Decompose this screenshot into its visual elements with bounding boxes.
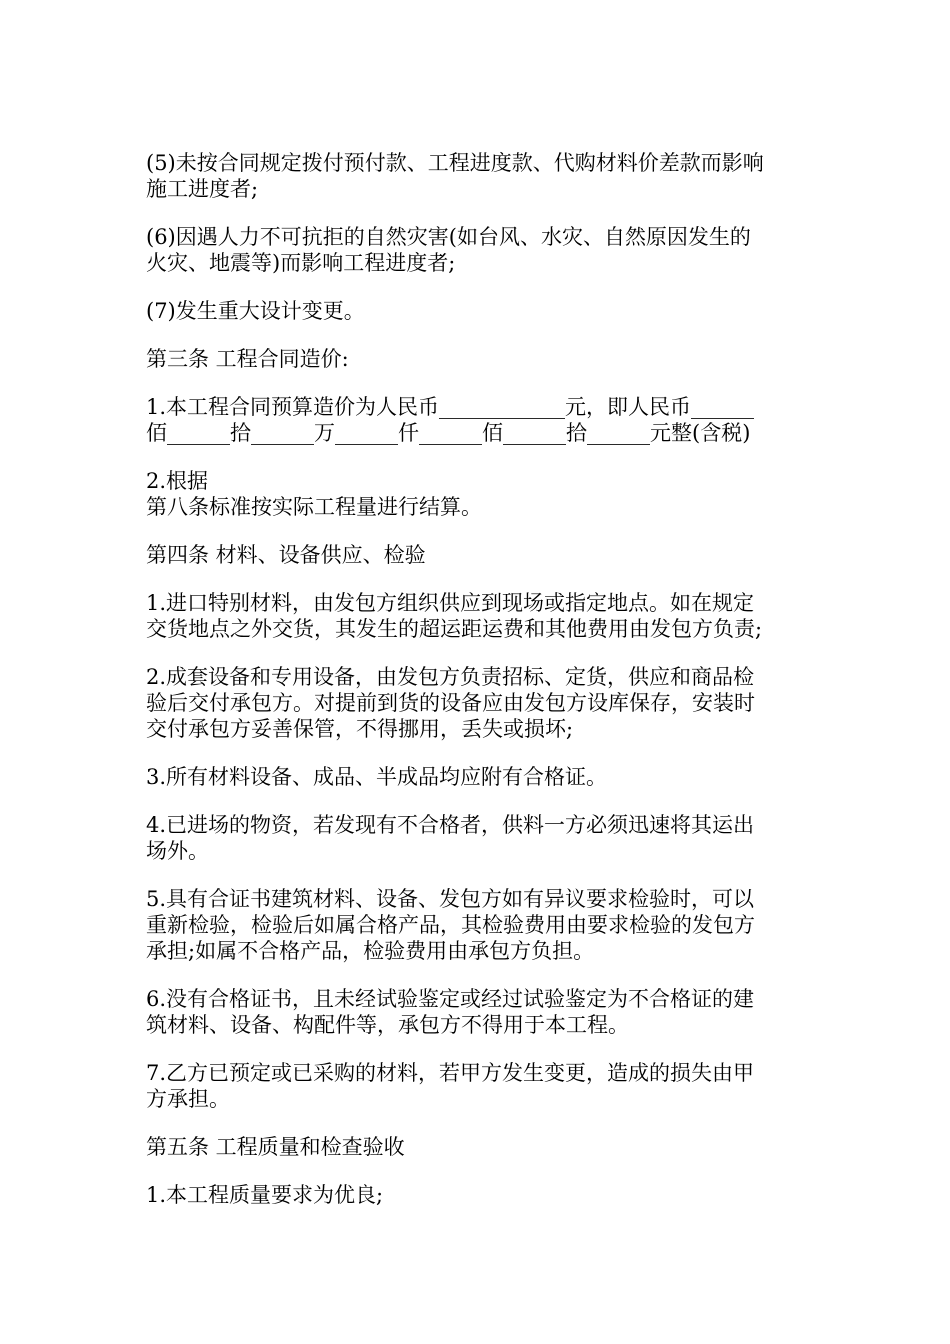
paragraph-line: 7.乙方已预定或已采购的材料，若甲方发生变更，造成的损失由甲 xyxy=(146,1061,755,1085)
paragraph-line: 重新检验，检验后如属合格产品，其检验费用由要求检验的发包方 xyxy=(146,913,755,937)
paragraph xyxy=(146,298,810,324)
paragraph xyxy=(146,394,810,446)
document-page xyxy=(146,150,810,1230)
paragraph xyxy=(146,886,810,964)
document-body xyxy=(146,150,810,1208)
paragraph-line: 6.没有合格证书，且未经试验鉴定或经过试验鉴定为不合格证的建 xyxy=(146,987,755,1011)
paragraph-line: (5)未按合同规定拨付预付款、工程进度款、代购材料价差款而影响 xyxy=(146,151,764,175)
paragraph xyxy=(146,468,810,520)
paragraph-line: 1.本工程质量要求为优良; xyxy=(146,1183,384,1207)
paragraph-line: 施工进度者; xyxy=(146,177,259,201)
paragraph xyxy=(146,590,810,642)
paragraph-line: 交货地点之外交货，其发生的超运距运费和其他费用由发包方负责; xyxy=(146,617,763,641)
paragraph-line: 2.成套设备和专用设备，由发包方负责招标、定货，供应和商品检 xyxy=(146,665,755,689)
paragraph-line: 承担;如属不合格产品，检验费用由承包方负担。 xyxy=(146,939,595,963)
paragraph xyxy=(146,150,810,202)
paragraph-line: 4.已进场的物资，若发现有不合格者，供料一方必须迅速将其运出 xyxy=(146,813,755,837)
paragraph xyxy=(146,664,810,742)
paragraph-line: 第五条 工程质量和检查验收 xyxy=(146,1135,405,1159)
paragraph xyxy=(146,1182,810,1208)
paragraph-line: 1.进口特别材料，由发包方组织供应到现场或指定地点。如在规定 xyxy=(146,591,755,615)
paragraph-line: 1.本工程合同预算造价为人民币____________元，即人民币______ xyxy=(146,395,755,419)
paragraph xyxy=(146,346,810,372)
paragraph xyxy=(146,986,810,1038)
paragraph-line: 第四条 材料、设备供应、检验 xyxy=(146,543,426,567)
paragraph xyxy=(146,1134,810,1160)
paragraph xyxy=(146,542,810,568)
paragraph-line: 交付承包方妥善保管，不得挪用，丢失或损坏; xyxy=(146,717,574,741)
paragraph-line: 方承担。 xyxy=(146,1087,230,1111)
paragraph-line: 场外。 xyxy=(146,839,209,863)
paragraph xyxy=(146,764,810,790)
paragraph-line: 筑材料、设备、构配件等，承包方不得用于本工程。 xyxy=(146,1013,629,1037)
paragraph-line: (7)发生重大设计变更。 xyxy=(146,299,365,323)
paragraph-line: 第八条标准按实际工程量进行结算。 xyxy=(146,495,482,519)
paragraph-line: 2.根据 xyxy=(146,469,209,493)
paragraph-line: 第三条 工程合同造价: xyxy=(146,347,349,371)
paragraph-line: 验后交付承包方。对提前到货的设备应由发包方设库保存，安装时 xyxy=(146,691,755,715)
paragraph xyxy=(146,812,810,864)
paragraph-line: 火灾、地震等)而影响工程进度者; xyxy=(146,251,456,275)
paragraph xyxy=(146,224,810,276)
paragraph-line: (6)因遇人力不可抗拒的自然灾害(如台风、水灾、自然原因发生的 xyxy=(146,225,751,249)
paragraph-line: 3.所有材料设备、成品、半成品均应附有合格证。 xyxy=(146,765,608,789)
paragraph-line: 5.具有合证书建筑材料、设备、发包方如有异议要求检验时，可以 xyxy=(146,887,755,911)
paragraph xyxy=(146,1060,810,1112)
paragraph-line: 佰______拾______万______仟______佰______拾______元整(含税) xyxy=(146,421,751,445)
